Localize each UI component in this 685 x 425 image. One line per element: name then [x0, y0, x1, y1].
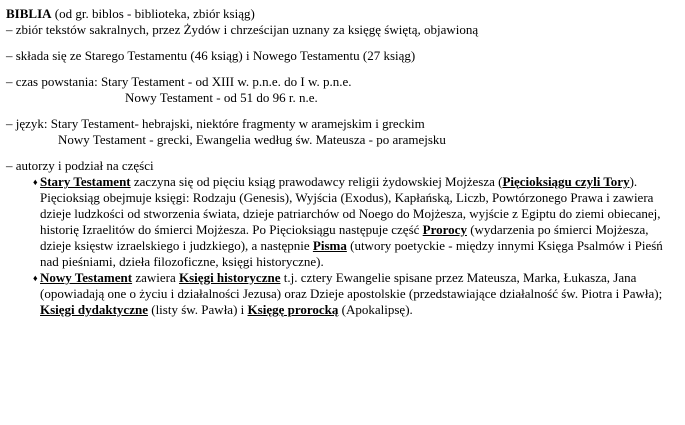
new-testament-term: Nowy Testament	[40, 270, 133, 285]
old-testament-term: Stary Testament	[40, 174, 131, 189]
title-line	[6, 6, 681, 22]
new-testament-text-2: t.j. cztery Ewangelie spisane przez Mateusza, Marka, Łukasza, Jana (opowiadają one o życiu i działalności Jezusa) oraz Dzieje apostolskie (przedstawiające działalność św. Piotra i Pawła);	[40, 270, 663, 301]
title-etymology: (od gr. biblos - biblioteka, zbiór ksiąg)	[51, 6, 255, 21]
definition-line: – zbiór tekstów sakralnych, przez Żydów i chrześcijan uznany za księgę świętą, objawioną	[6, 22, 479, 37]
title-term: BIBLIA	[6, 6, 52, 21]
document-page	[6, 6, 681, 318]
dates-line-1: – czas powstania: Stary Testament - od XIII w. p.n.e. do I w. p.n.e.	[6, 74, 352, 89]
prophetic-book-term: Księgę prorocką	[247, 302, 339, 317]
diamond-bullet-icon: ♦	[33, 177, 38, 187]
old-testament-text-4: (utwory poetyckie - między innymi Księga Psalmów i Pieśń nad pieśniami, dzieła filozoficzne, księgi historyczne).	[40, 238, 663, 269]
old-testament-item	[6, 174, 681, 270]
didactic-books-term: Księgi dydaktyczne	[40, 302, 148, 317]
authors-heading: – autorzy i podział na części	[6, 158, 154, 173]
old-testament-text-2: ). Pięcioksiąg obejmuje księgi: Rodzaju (Genesis), Wyjścia (Exodus), Kapłańską, Liczb, Powtórzonego Prawa i zawiera dzieje ludzkości od stworzenia świata, dzieje patriarchów od Noego do Mojżesza, wyjście z Egiptu do ziemi obiecanej, historię Izraelitów do śmierci Mojżesza. Po Pięcioksiągu następuje część	[40, 174, 661, 237]
writings-term: Pisma	[312, 238, 347, 253]
dates-line-2: Nowy Testament - od 51 do 96 r. n.e.	[125, 90, 318, 105]
new-testament-text-4: (Apokalipsę).	[338, 302, 413, 317]
new-testament-text-1: zawiera	[132, 270, 180, 285]
diamond-bullet-icon: ♦	[33, 273, 38, 283]
old-testament-text-1: zaczyna się od pięciu ksiąg prawodawcy religii żydowskiej Mojżesza (	[130, 174, 503, 189]
new-testament-item	[6, 270, 681, 318]
language-line-1: – język: Stary Testament- hebrajski, niektóre fragmenty w aramejskim i greckim	[6, 116, 425, 131]
composition-line: – składa się ze Starego Testamentu (46 ksiąg) i Nowego Testamentu (27 ksiąg)	[6, 48, 416, 63]
new-testament-text-3: (listy św. Pawła) i	[147, 302, 248, 317]
pentateuch-term: Pięcioksiągu czyli Tory	[502, 174, 630, 189]
prophets-term: Prorocy	[422, 222, 467, 237]
historical-books-term: Księgi historyczne	[179, 270, 281, 285]
old-testament-text-3: (wydarzenia po śmierci Mojżesza, dzieje księstw izraelskiego i judzkiego), a następnie	[40, 222, 649, 253]
language-line-2: Nowy Testament - grecki, Ewangelia według św. Mateusza - po aramejsku	[58, 132, 446, 147]
